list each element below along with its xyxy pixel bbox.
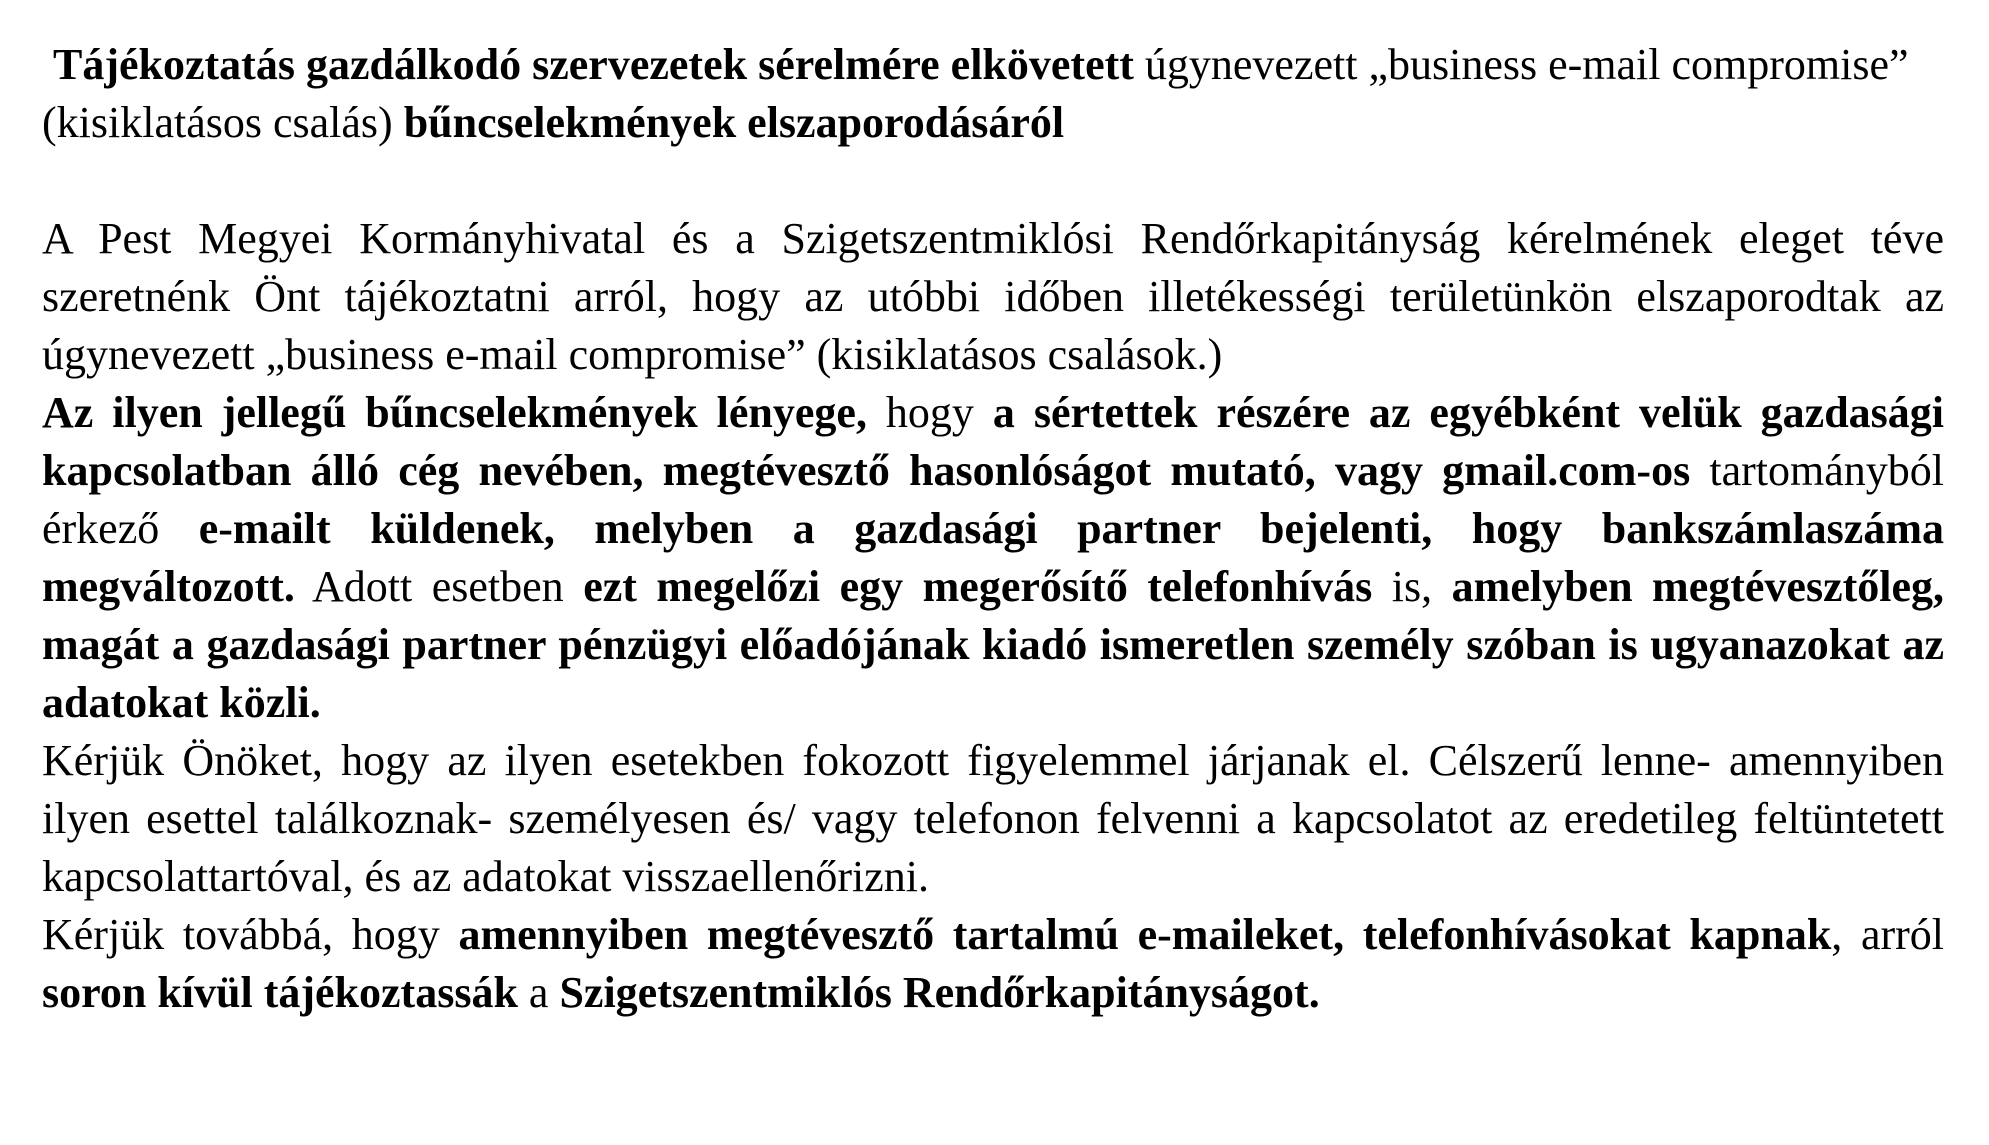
crime-description-bold-4: ezt megelőzi egy megerősítő telefonhívás [583,562,1373,611]
crime-description-normal-1: hogy [866,388,993,437]
crime-description-normal-2: tartományból érkező [42,446,1945,553]
crime-description-bold-5: amelyben megtévesztőleg, magát a gazdasági partner pénzügyi előadójának kiadó ismeretlen személy szóban is ugyanazokat az adatokat közli. [42,562,1945,727]
request-normal-2: , arról [1831,910,1945,959]
title-bold-part-1: Tájékoztatás gazdálkodó szervezetek sérelmére elkövetett [53,40,1134,89]
title-bold-part-2: bűncselekmények elszaporodásáról [403,98,1065,147]
request-bold-2: soron kívül tájékoztassák [42,968,518,1017]
paragraph-request [42,906,1944,1022]
paragraph-intro-text: A Pest Megyei Kormányhivatal és a Szigetszentmiklósi Rendőrkapitányság kérelmének eleget téve szeretnénk Önt tájékoztatni arról, hogy az utóbbi időben illetékességi területünkön elszaporodtak az úgynevezett „business e-mail compromise” (kisiklatásos csalások.) [42,214,1944,379]
paragraph-advice-text: Kérjük Önöket, hogy az ilyen esetekben fokozott figyelemmel járjanak el. Célszerű lenne- amennyiben ilyen esettel találkoznak- személyesen és/ vagy telefonon felvenni a kapcsolatot az eredetileg feltüntetett kapcsolattartóval, és az adatokat visszaellenőrizni. [42,736,1944,901]
crime-description-normal-4: is, [1372,562,1452,611]
document-page [42,36,1944,1022]
paragraph-advice [42,732,1944,906]
request-bold-3: Szigetszentmiklós Rendőrkapitányságot. [559,968,1320,1017]
request-normal-3: a [517,968,560,1017]
crime-description-normal-3: Adott esetben [294,562,584,611]
paragraph-intro [42,210,1944,384]
document-title [42,36,1944,152]
title-lead-space [42,40,53,89]
crime-description-bold-2: a sértettek részére az egyébként velük gazdasági kapcsolatban álló cég nevében, megtévesztő hasonlóságot mutató, vagy gmail.com-os [42,388,1945,495]
crime-description-bold-3: e-mailt küldenek, melyben a gazdasági partner bejelenti, hogy bankszámlaszáma megváltozott. [42,504,1944,611]
request-normal-1: Kérjük továbbá, hogy [42,910,459,959]
request-bold-1: amennyiben megtévesztő tartalmú e-maileket, telefonhívásokat kapnak [458,910,1832,959]
title-normal-part: úgynevezett „business e-mail compromise” (kisiklatásos csalás) [42,40,1909,147]
paragraph-crime-description [42,384,1944,732]
crime-description-bold-1: Az ilyen jellegű bűncselekmények lényege, [42,388,867,437]
